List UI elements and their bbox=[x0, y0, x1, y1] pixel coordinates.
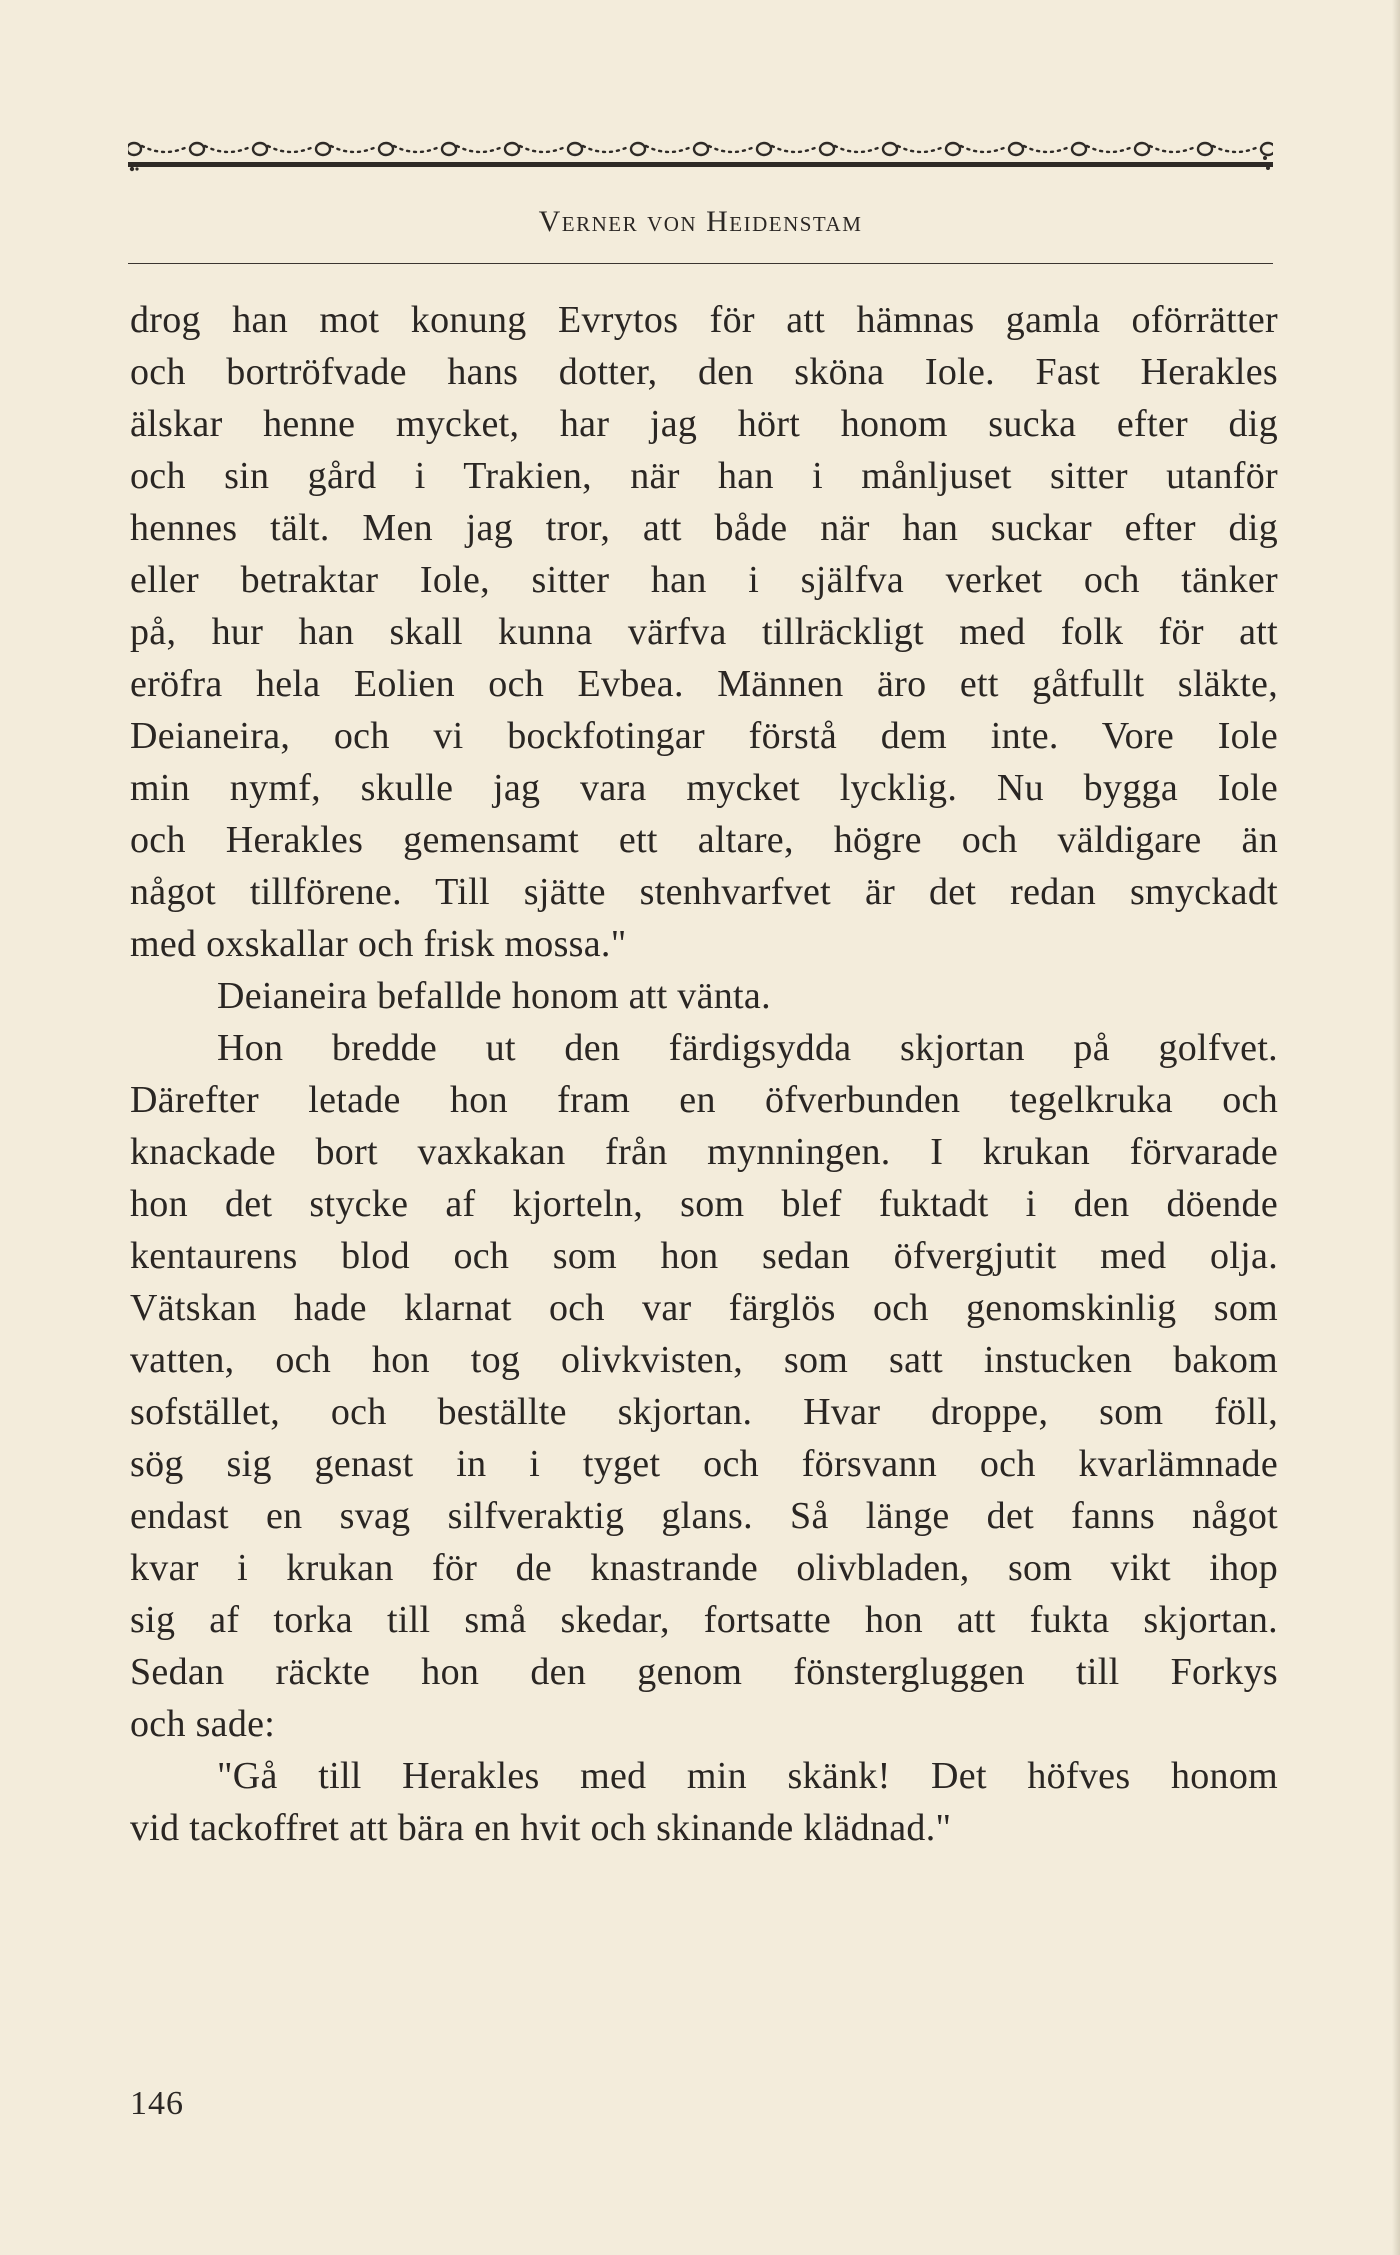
text-line: Vätskan hade klarnat och var färglös och genomskinlig som bbox=[130, 1287, 1278, 1329]
text-line: kentaurens blod och som hon sedan öfvergjutit med olja. bbox=[130, 1235, 1278, 1277]
running-head: Verner von Heidenstam bbox=[538, 205, 863, 238]
text-line: eröfra hela Eolien och Evbea. Männen äro ett gåtfullt släkte, bbox=[130, 663, 1278, 705]
text-line: eller betraktar Iole, sitter han i själfva verket och tänker bbox=[130, 559, 1278, 601]
body-text bbox=[130, 294, 1278, 1854]
text-line: vatten, och hon tog olivkvisten, som satt instucken bakom bbox=[130, 1339, 1278, 1381]
text-line: och bortröfvade hans dotter, den sköna Iole. Fast Herakles bbox=[130, 351, 1278, 393]
text-line: något tillförene. Till sjätte stenhvarfvet är det redan smyckadt bbox=[130, 871, 1278, 913]
text-line: och sin gård i Trakien, när han i månljuset sitter utanför bbox=[130, 455, 1278, 497]
chain-ornament-icon bbox=[128, 128, 1273, 176]
text-line: sig af torka till små skedar, fortsatte hon att fukta skjortan. bbox=[130, 1599, 1278, 1641]
text-line: älskar henne mycket, har jag hört honom sucka efter dig bbox=[130, 403, 1278, 445]
text-line: "Gå till Herakles med min skänk! Det höfves honom bbox=[217, 1755, 1278, 1797]
text-line: kvar i krukan för de knastrande olivbladen, som vikt ihop bbox=[130, 1547, 1278, 1589]
text-line: sög sig genast in i tyget och försvann och kvarlämnade bbox=[130, 1443, 1278, 1485]
text-line: och sade: bbox=[130, 1703, 276, 1745]
text-line: Sedan räckte hon den genom fönstergluggen till Forkys bbox=[130, 1651, 1278, 1693]
text-line: Hon bredde ut den färdigsydda skjortan på golfvet. bbox=[217, 1027, 1278, 1069]
page-edge bbox=[1392, 0, 1400, 2255]
text-line: knackade bort vaxkakan från mynningen. I krukan förvarade bbox=[130, 1131, 1278, 1173]
text-line: endast en svag silfveraktig glans. Så länge det fanns något bbox=[130, 1495, 1278, 1537]
text-line: hon det stycke af kjorteln, som blef fuktadt i den döende bbox=[130, 1183, 1278, 1225]
text-line: Deianeira befallde honom att vänta. bbox=[217, 975, 771, 1017]
text-line: Därefter letade hon fram en öfverbunden tegelkruka och bbox=[130, 1079, 1278, 1121]
text-line: och Herakles gemensamt ett altare, högre och väldigare än bbox=[130, 819, 1278, 861]
text-line: på, hur han skall kunna värfva tillräckligt med folk för att bbox=[130, 611, 1278, 653]
text-line: sofstället, och beställte skjortan. Hvar droppe, som föll, bbox=[130, 1391, 1278, 1433]
text-line: Deianeira, och vi bockfotingar förstå dem inte. Vore Iole bbox=[130, 715, 1278, 757]
page-number: 146 bbox=[130, 2085, 184, 2122]
header-rule bbox=[128, 263, 1273, 264]
text-line: vid tackoffret att bära en hvit och skinande klädnad." bbox=[130, 1807, 952, 1849]
text-line: min nymf, skulle jag vara mycket lycklig. Nu bygga Iole bbox=[130, 767, 1278, 809]
text-line: med oxskallar och frisk mossa." bbox=[130, 923, 627, 965]
text-line: hennes tält. Men jag tror, att både när han suckar efter dig bbox=[130, 507, 1278, 549]
text-line: drog han mot konung Evrytos för att hämnas gamla oförrätter bbox=[130, 299, 1278, 341]
